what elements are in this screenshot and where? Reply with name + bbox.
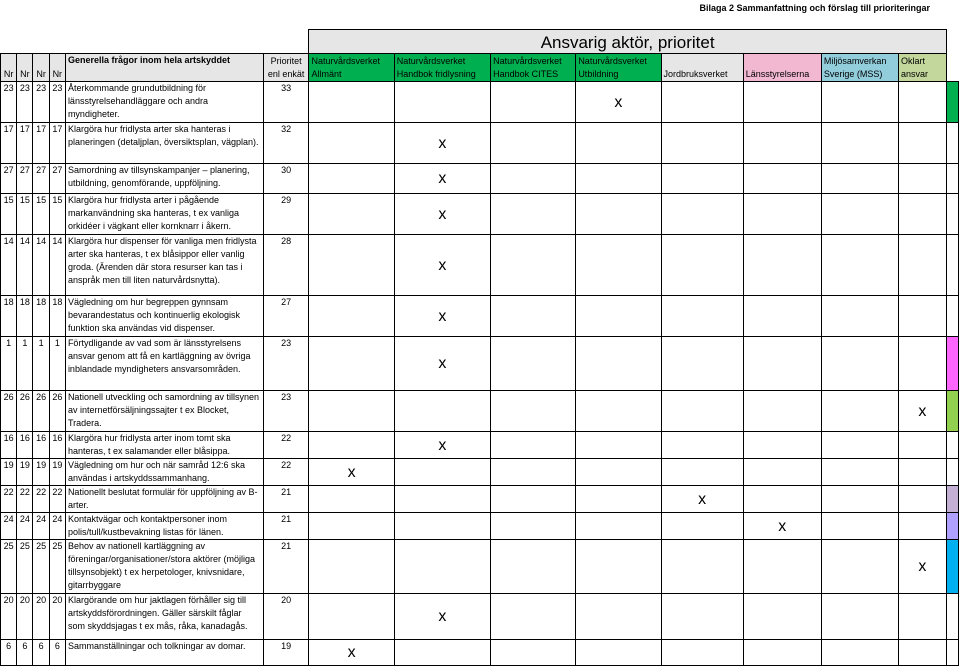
row-mark-actor-4 <box>576 194 661 235</box>
row-nr: 22 <box>17 486 33 513</box>
row-mark-actor-5 <box>661 235 743 296</box>
row-nr: 6 <box>49 640 65 666</box>
super-header: Ansvarig aktör, prioritet <box>309 30 946 54</box>
row-mark-actor-3 <box>491 123 576 164</box>
table-row <box>1 194 959 235</box>
header-actor-8 <box>898 54 946 82</box>
row-mark-actor-6 <box>743 486 821 513</box>
header-actor-2 <box>394 54 490 82</box>
row-mark-actor-4 <box>576 459 661 486</box>
row-mark-actor-2: x <box>394 123 490 164</box>
row-mark-actor-3 <box>491 513 576 540</box>
row-mark-actor-4 <box>576 540 661 594</box>
row-mark-actor-5 <box>661 594 743 640</box>
row-mark-actor-5 <box>661 640 743 666</box>
row-mark-actor-2: x <box>394 164 490 194</box>
row-color-bar <box>946 194 958 235</box>
row-color-bar <box>946 432 958 459</box>
row-mark-actor-4 <box>576 640 661 666</box>
row-mark-actor-5 <box>661 164 743 194</box>
row-mark-actor-1 <box>309 296 394 337</box>
row-mark-actor-5 <box>661 540 743 594</box>
row-mark-actor-8 <box>898 164 946 194</box>
row-priority: 33 <box>263 82 309 123</box>
row-nr: 24 <box>17 513 33 540</box>
row-priority: 20 <box>263 594 309 640</box>
header-actor-7 <box>821 54 898 82</box>
row-nr: 27 <box>1 164 17 194</box>
row-priority: 28 <box>263 235 309 296</box>
row-nr: 18 <box>33 296 49 337</box>
row-mark-actor-5 <box>661 194 743 235</box>
row-nr: 6 <box>17 640 33 666</box>
row-mark-actor-1 <box>309 540 394 594</box>
table-row <box>1 594 959 640</box>
row-mark-actor-2: x <box>394 337 490 391</box>
row-nr: 20 <box>17 594 33 640</box>
row-mark-actor-6 <box>743 640 821 666</box>
header-actor-line2: Handbok CITES <box>493 69 559 79</box>
row-nr: 16 <box>1 432 17 459</box>
header-actor-line1: Oklart <box>900 56 925 66</box>
row-nr: 25 <box>33 540 49 594</box>
row-nr: 15 <box>49 194 65 235</box>
row-mark-actor-2 <box>394 486 490 513</box>
row-mark-actor-2 <box>394 640 490 666</box>
row-mark-actor-6 <box>743 194 821 235</box>
row-nr: 25 <box>17 540 33 594</box>
row-mark-actor-1: x <box>309 459 394 486</box>
row-color-bar <box>946 640 958 666</box>
header-actor-1 <box>309 54 394 82</box>
row-priority: 22 <box>263 459 309 486</box>
header-actor-line2: Sverige (MSS) <box>823 69 883 79</box>
row-nr: 25 <box>1 540 17 594</box>
table-row <box>1 486 959 513</box>
row-mark-actor-3 <box>491 391 576 432</box>
row-color-bar <box>946 123 958 164</box>
row-nr: 16 <box>49 432 65 459</box>
row-mark-actor-6 <box>743 459 821 486</box>
row-priority: 30 <box>263 164 309 194</box>
row-priority: 29 <box>263 194 309 235</box>
row-color-bar <box>946 459 958 486</box>
row-mark-actor-3 <box>491 640 576 666</box>
row-priority: 23 <box>263 337 309 391</box>
row-mark-actor-8 <box>898 513 946 540</box>
row-mark-actor-3 <box>491 337 576 391</box>
row-mark-actor-3 <box>491 194 576 235</box>
row-mark-actor-6 <box>743 594 821 640</box>
row-mark-actor-4 <box>576 337 661 391</box>
header-actor-line1: Naturvårdsverket <box>493 56 562 66</box>
row-mark-actor-7 <box>821 486 898 513</box>
row-nr: 1 <box>1 337 17 391</box>
row-mark-actor-8: x <box>898 391 946 432</box>
row-nr: 19 <box>33 459 49 486</box>
row-mark-actor-3 <box>491 82 576 123</box>
appendix-title: Bilaga 2 Sammanfattning och förslag till prioriteringar <box>699 3 930 13</box>
row-nr: 15 <box>1 194 17 235</box>
row-mark-actor-6 <box>743 296 821 337</box>
row-nr: 17 <box>1 123 17 164</box>
row-mark-actor-2: x <box>394 235 490 296</box>
row-mark-actor-3 <box>491 432 576 459</box>
row-priority: 23 <box>263 391 309 432</box>
row-nr: 15 <box>17 194 33 235</box>
row-mark-actor-6 <box>743 540 821 594</box>
row-mark-actor-1 <box>309 82 394 123</box>
row-nr: 23 <box>1 82 17 123</box>
row-mark-actor-8 <box>898 459 946 486</box>
row-nr: 23 <box>33 82 49 123</box>
row-mark-actor-1 <box>309 164 394 194</box>
row-nr: 20 <box>33 594 49 640</box>
header-actor-4 <box>576 54 661 82</box>
row-mark-actor-1 <box>309 594 394 640</box>
priority-table <box>0 29 959 666</box>
table-row <box>1 123 959 164</box>
row-mark-actor-5 <box>661 432 743 459</box>
row-mark-actor-2 <box>394 540 490 594</box>
row-question: Klargöra hur dispenser för vanliga men fridlysta arter ska hanteras, t ex blåsippor eller vanlig groda. (Ärenden där stora resurser kan tas i anspråk men till liten naturvårdsnytta). <box>65 235 263 296</box>
row-question: Förtydligande av vad som är länsstyrelsens ansvar genom att få en kartläggning av övriga inblandade myndigheters ansvarsområden. <box>65 337 263 391</box>
row-mark-actor-8 <box>898 82 946 123</box>
row-mark-actor-1 <box>309 337 394 391</box>
header-actor-line1: Naturvårdsverket <box>311 56 381 66</box>
row-nr: 24 <box>33 513 49 540</box>
row-mark-actor-8 <box>898 640 946 666</box>
row-nr: 14 <box>1 235 17 296</box>
row-mark-actor-3 <box>491 459 576 486</box>
row-priority: 22 <box>263 432 309 459</box>
row-mark-actor-1 <box>309 123 394 164</box>
row-nr: 17 <box>33 123 49 164</box>
row-mark-actor-7 <box>821 594 898 640</box>
row-nr: 27 <box>49 164 65 194</box>
row-mark-actor-1 <box>309 194 394 235</box>
row-mark-actor-3 <box>491 540 576 594</box>
table-row <box>1 82 959 123</box>
row-nr: 14 <box>17 235 33 296</box>
header-priority: Prioritet enl enkät <box>263 54 309 82</box>
row-mark-actor-8 <box>898 337 946 391</box>
row-mark-actor-2: x <box>394 296 490 337</box>
row-mark-actor-3 <box>491 486 576 513</box>
row-mark-actor-7 <box>821 391 898 432</box>
row-mark-actor-1 <box>309 391 394 432</box>
row-mark-actor-4 <box>576 594 661 640</box>
row-question: Kontaktvägar och kontaktpersoner inom polis/tull/kustbevakning listas för länen. <box>65 513 263 540</box>
row-mark-actor-4 <box>576 391 661 432</box>
row-color-bar <box>946 391 958 432</box>
row-color-bar <box>946 513 958 540</box>
header-actor-6 <box>743 54 821 82</box>
row-mark-actor-4 <box>576 486 661 513</box>
row-mark-actor-4 <box>576 123 661 164</box>
row-mark-actor-6 <box>743 391 821 432</box>
row-nr: 26 <box>33 391 49 432</box>
row-mark-actor-8 <box>898 235 946 296</box>
row-nr: 25 <box>49 540 65 594</box>
table-row <box>1 459 959 486</box>
row-nr: 22 <box>33 486 49 513</box>
row-mark-actor-7 <box>821 513 898 540</box>
row-mark-actor-6 <box>743 164 821 194</box>
row-mark-actor-2: x <box>394 432 490 459</box>
row-mark-actor-2 <box>394 459 490 486</box>
row-nr: 27 <box>33 164 49 194</box>
row-question: Klargöra hur fridlysta arter ska hanteras i planeringen (detaljplan, översiktsplan, vägplan). <box>65 123 263 164</box>
row-question: Nationell utveckling och samordning av tillsynen av internetförsäljningssajter t ex Blocket, Tradera. <box>65 391 263 432</box>
row-mark-actor-1 <box>309 486 394 513</box>
row-mark-actor-4 <box>576 432 661 459</box>
row-color-bar <box>946 337 958 391</box>
header-actor-line2: Utbildning <box>578 69 619 79</box>
row-mark-actor-4 <box>576 164 661 194</box>
row-nr: 14 <box>49 235 65 296</box>
table-row <box>1 391 959 432</box>
row-priority: 21 <box>263 513 309 540</box>
row-mark-actor-2 <box>394 391 490 432</box>
row-mark-actor-8 <box>898 296 946 337</box>
row-mark-actor-1: x <box>309 640 394 666</box>
row-priority: 21 <box>263 486 309 513</box>
row-priority: 21 <box>263 540 309 594</box>
row-nr: 24 <box>49 513 65 540</box>
row-mark-actor-2: x <box>394 194 490 235</box>
row-mark-actor-3 <box>491 235 576 296</box>
row-nr: 19 <box>17 459 33 486</box>
row-mark-actor-6 <box>743 235 821 296</box>
row-mark-actor-1 <box>309 432 394 459</box>
row-mark-actor-5 <box>661 459 743 486</box>
row-nr: 27 <box>17 164 33 194</box>
row-question: Vägledning om hur begreppen gynnsam bevarandestatus och kontinuerlig ekologisk funktion ska användas vid dispenser. <box>65 296 263 337</box>
row-question: Samordning av tillsynskampanjer – planering, utbildning, genomförande, uppföljning. <box>65 164 263 194</box>
row-question: Sammanställningar och tolkningar av domar. <box>65 640 263 666</box>
row-nr: 1 <box>17 337 33 391</box>
row-nr: 22 <box>1 486 17 513</box>
row-color-bar <box>946 594 958 640</box>
row-mark-actor-2: x <box>394 594 490 640</box>
row-mark-actor-3 <box>491 594 576 640</box>
header-spacer <box>946 54 958 82</box>
row-mark-actor-4 <box>576 296 661 337</box>
row-question: Nationellt beslutat formulär för uppföljning av B-arter. <box>65 486 263 513</box>
row-mark-actor-7 <box>821 164 898 194</box>
row-mark-actor-8 <box>898 123 946 164</box>
row-mark-actor-7 <box>821 296 898 337</box>
row-mark-actor-3 <box>491 164 576 194</box>
row-mark-actor-7 <box>821 540 898 594</box>
row-mark-actor-6 <box>743 123 821 164</box>
row-mark-actor-8 <box>898 486 946 513</box>
header-actor-line1: Naturvårdsverket <box>396 56 466 66</box>
row-nr: 24 <box>1 513 17 540</box>
row-mark-actor-7 <box>821 194 898 235</box>
header-actor-line2: Allmänt <box>311 69 342 79</box>
row-mark-actor-8 <box>898 594 946 640</box>
row-mark-actor-4 <box>576 513 661 540</box>
header-actor-line2: ansvar <box>900 69 928 79</box>
row-mark-actor-1 <box>309 513 394 540</box>
row-mark-actor-5 <box>661 296 743 337</box>
row-mark-actor-8: x <box>898 540 946 594</box>
row-nr: 20 <box>49 594 65 640</box>
row-mark-actor-1 <box>309 235 394 296</box>
row-question: Återkommande grundutbildning för länsstyrelsehandläggare och andra myndigheter. <box>65 82 263 123</box>
row-question: Klargörande om hur jaktlagen förhåller sig till artskyddsförordningen. Gäller särskilt fåglar som skyddsjagas t ex mås, råka, kanadagås. <box>65 594 263 640</box>
header-actor-5 <box>661 54 743 82</box>
header-nr-4: Nr <box>49 54 65 82</box>
row-mark-actor-5 <box>661 123 743 164</box>
header-actor-line2: Jordbruksverket <box>663 69 728 79</box>
row-color-bar <box>946 164 958 194</box>
row-mark-actor-7 <box>821 337 898 391</box>
row-question: Vägledning om hur och när samråd 12:6 ska användas i artskyddssammanhang. <box>65 459 263 486</box>
row-nr: 15 <box>33 194 49 235</box>
row-nr: 19 <box>49 459 65 486</box>
row-nr: 26 <box>1 391 17 432</box>
row-mark-actor-3 <box>491 296 576 337</box>
row-nr: 16 <box>17 432 33 459</box>
header-actor-line1: Miljösamverkan <box>823 56 887 66</box>
header-actor-line2: Handbok fridlysning <box>396 69 476 79</box>
header-nr-2: Nr <box>17 54 33 82</box>
row-mark-actor-7 <box>821 235 898 296</box>
table-row <box>1 640 959 666</box>
header-nr-1: Nr <box>1 54 17 82</box>
row-nr: 26 <box>49 391 65 432</box>
row-nr: 14 <box>33 235 49 296</box>
table-row <box>1 432 959 459</box>
row-nr: 18 <box>49 296 65 337</box>
row-mark-actor-6 <box>743 82 821 123</box>
row-nr: 23 <box>17 82 33 123</box>
row-nr: 1 <box>49 337 65 391</box>
row-mark-actor-2 <box>394 513 490 540</box>
row-color-bar <box>946 235 958 296</box>
row-mark-actor-2 <box>394 82 490 123</box>
row-mark-actor-5 <box>661 337 743 391</box>
row-nr: 1 <box>33 337 49 391</box>
row-mark-actor-8 <box>898 432 946 459</box>
row-nr: 26 <box>17 391 33 432</box>
row-mark-actor-7 <box>821 82 898 123</box>
row-mark-actor-6: x <box>743 513 821 540</box>
row-nr: 6 <box>33 640 49 666</box>
header-question: Generella frågor inom hela artskyddet <box>65 54 263 82</box>
table-row <box>1 513 959 540</box>
row-nr: 18 <box>17 296 33 337</box>
table-row <box>1 235 959 296</box>
row-color-bar <box>946 486 958 513</box>
row-mark-actor-4 <box>576 235 661 296</box>
row-priority: 19 <box>263 640 309 666</box>
row-color-bar <box>946 82 958 123</box>
row-question: Klargöra hur fridlysta arter inom tomt ska hanteras, t ex salamander eller blåsippa. <box>65 432 263 459</box>
header-nr-3: Nr <box>33 54 49 82</box>
table-row <box>1 164 959 194</box>
header-actor-line1: Naturvårdsverket <box>578 56 647 66</box>
table-row <box>1 337 959 391</box>
table-row <box>1 540 959 594</box>
row-mark-actor-4: x <box>576 82 661 123</box>
header-actor-line2: Länsstyrelserna <box>745 69 810 79</box>
row-mark-actor-6 <box>743 337 821 391</box>
row-mark-actor-5 <box>661 82 743 123</box>
row-color-bar <box>946 540 958 594</box>
row-mark-actor-8 <box>898 194 946 235</box>
row-nr: 19 <box>1 459 17 486</box>
row-mark-actor-7 <box>821 459 898 486</box>
row-question: Behov av nationell kartläggning av föreningar/organisationer/stora aktörer (möjliga tillsynsobjekt) t ex herpetologer, knivsnidare, gitarrbyggare <box>65 540 263 594</box>
row-nr: 20 <box>1 594 17 640</box>
row-nr: 16 <box>33 432 49 459</box>
row-mark-actor-7 <box>821 123 898 164</box>
row-mark-actor-7 <box>821 640 898 666</box>
row-nr: 22 <box>49 486 65 513</box>
row-nr: 23 <box>49 82 65 123</box>
table-row <box>1 296 959 337</box>
row-nr: 18 <box>1 296 17 337</box>
row-mark-actor-5 <box>661 513 743 540</box>
row-color-bar <box>946 296 958 337</box>
row-mark-actor-5: x <box>661 486 743 513</box>
row-question: Klargöra hur fridlysta arter i pågående markanvändning ska hanteras, t ex vanliga orkidéer i vägkant eller kornknarr i åkern. <box>65 194 263 235</box>
row-mark-actor-7 <box>821 432 898 459</box>
row-mark-actor-5 <box>661 391 743 432</box>
row-nr: 17 <box>49 123 65 164</box>
row-priority: 27 <box>263 296 309 337</box>
row-priority: 32 <box>263 123 309 164</box>
row-nr: 6 <box>1 640 17 666</box>
header-actor-3 <box>491 54 576 82</box>
row-mark-actor-6 <box>743 432 821 459</box>
row-nr: 17 <box>17 123 33 164</box>
